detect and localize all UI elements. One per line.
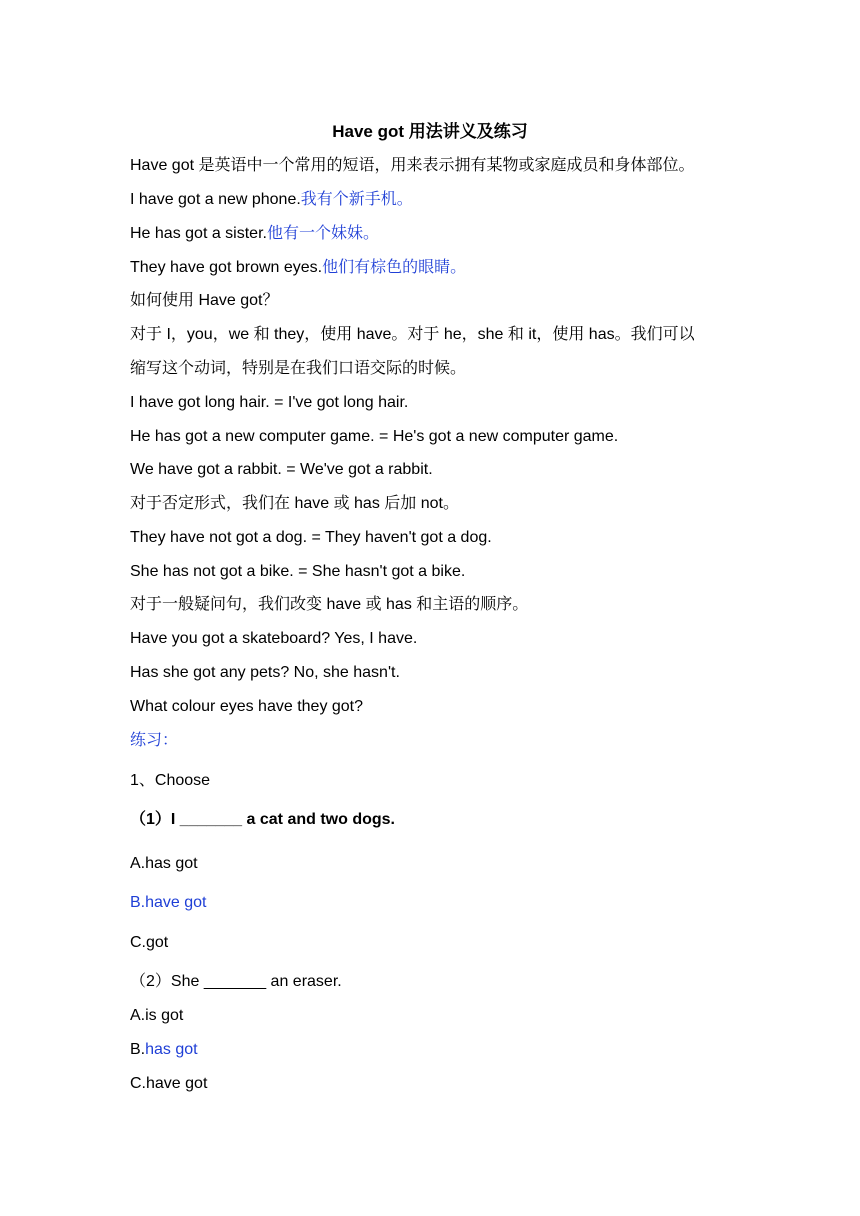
question-example: Have you got a skateboard? Yes, I have. bbox=[130, 630, 418, 647]
intro-paragraph: Have got 是英语中一个常用的短语，用来表示拥有某物或家庭成员和身体部位。 bbox=[130, 157, 695, 174]
negative-form-heading: 对于否定形式，我们在 have 或 has 后加 not。 bbox=[130, 495, 459, 512]
answer-option: C.have got bbox=[130, 1075, 208, 1092]
example-sentence bbox=[130, 223, 379, 245]
option-letter: B. bbox=[130, 1041, 146, 1058]
answer-option bbox=[130, 1039, 198, 1061]
usage-paragraph-line: 缩写这个动词，特别是在我们口语交际的时候。 bbox=[130, 360, 467, 377]
example-sentence bbox=[130, 257, 466, 279]
exercise-section-title: 1、Choose bbox=[130, 772, 211, 789]
answer-option: A.has got bbox=[130, 855, 198, 872]
example-english: I have got a new phone. bbox=[130, 191, 301, 208]
negative-example: They have not got a dog. = They haven't got a dog. bbox=[130, 529, 492, 546]
example-translation: 我有个新手机。 bbox=[300, 191, 413, 208]
practice-heading: 练习： bbox=[130, 732, 179, 749]
question-form-heading: 对于一般疑问句，我们改变 have 或 has 和主语的顺序。 bbox=[130, 596, 529, 613]
question-stem: （2）She _______ an eraser. bbox=[130, 973, 342, 990]
contraction-example: He has got a new computer game. = He's got a new computer game. bbox=[130, 428, 619, 445]
negative-example: She has not got a bike. = She hasn't got a bike. bbox=[130, 563, 466, 580]
example-sentence bbox=[130, 189, 413, 211]
question-stem: （1）I _______ a cat and two dogs. bbox=[130, 811, 395, 828]
question-example: What colour eyes have they got? bbox=[130, 698, 364, 715]
answer-option: A.is got bbox=[130, 1007, 184, 1024]
example-translation: 他有一个妹妹。 bbox=[266, 225, 379, 242]
example-translation: 他们有棕色的眼睛。 bbox=[322, 259, 467, 276]
answer-option: C.got bbox=[130, 934, 169, 951]
usage-paragraph-line: 对于 I，you，we 和 they，使用 have。对于 he，she 和 it，使用 has。我们可以 bbox=[130, 326, 695, 343]
answer-option-correct: has got bbox=[145, 1041, 198, 1058]
answer-option-correct: B.have got bbox=[130, 894, 207, 911]
example-english: They have got brown eyes. bbox=[130, 259, 323, 276]
question-example: Has she got any pets? No, she hasn't. bbox=[130, 664, 400, 681]
contraction-example: We have got a rabbit. = We've got a rabbit. bbox=[130, 461, 433, 478]
how-to-use-heading: 如何使用 Have got？ bbox=[130, 292, 279, 309]
contraction-example: I have got long hair. = I've got long hair. bbox=[130, 394, 409, 411]
document-title: Have got 用法讲义及练习 bbox=[332, 122, 528, 141]
example-english: He has got a sister. bbox=[130, 225, 267, 242]
